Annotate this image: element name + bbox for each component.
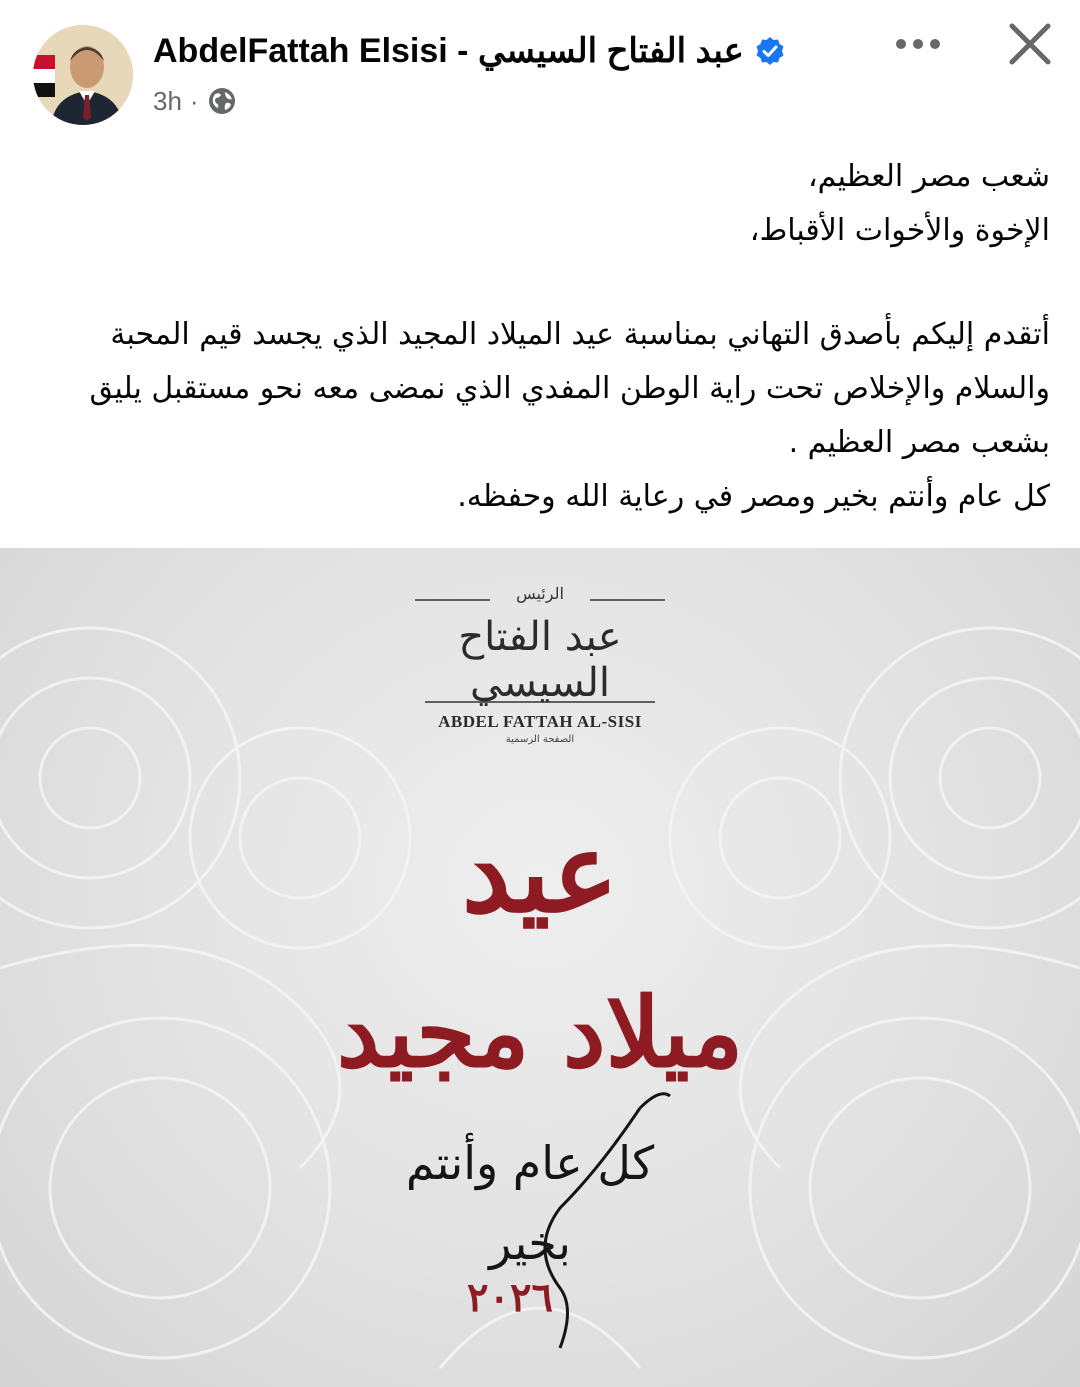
post-body — [30, 150, 1050, 524]
post-line: شعب مصر العظيم، — [807, 159, 1050, 194]
author-avatar[interactable] — [33, 25, 133, 125]
close-icon — [1008, 22, 1052, 66]
close-button[interactable] — [1002, 16, 1058, 72]
author-name-row — [153, 26, 786, 76]
post-line: كل عام وأنتم بخير ومصر في رعاية الله وحفظه. — [457, 479, 1050, 514]
greeting-eid: عيد — [461, 808, 619, 937]
post-image[interactable] — [0, 548, 1080, 1387]
verified-badge-icon — [754, 35, 786, 67]
greeting-year: ٢٠٢٦ — [467, 1274, 553, 1321]
logo-name-arabic: عبد الفتاح السيسي — [458, 614, 622, 706]
author-name[interactable]: AbdelFattah Elsisi - عبد الفتاح السيسي — [153, 32, 744, 70]
meta-separator: · — [189, 85, 199, 116]
post-time[interactable]: 3h — [153, 85, 182, 116]
logo-title: الرئيس — [516, 584, 564, 603]
greeting-milad-majid: ميلاد مجيد — [336, 976, 744, 1089]
post-meta — [153, 84, 237, 118]
more-options-button[interactable] — [888, 24, 948, 64]
official-logo — [400, 584, 680, 745]
logo-subtitle: الصفحة الرسمية — [505, 734, 575, 745]
more-horizontal-icon — [894, 37, 942, 51]
post-header — [0, 0, 1080, 140]
avatar-portrait — [33, 25, 133, 125]
greeting-wishes: كل عام وأنتم بخير — [405, 1136, 655, 1270]
logo-name-english: ABDEL FATTAH AL-SISI — [438, 712, 642, 731]
post-line: الإخوة والأخوات الأقباط، — [749, 213, 1050, 248]
globe-icon — [207, 86, 237, 116]
post-line: أتقدم إليكم بأصدق التهاني بمناسبة عيد الميلاد المجيد الذي يجسد قيم المحبة والسلام والإخلاص تحت راية الوطن المفدي الذي نمضى معه نحو مستقبل يليق بشعب مصر العظيم . — [89, 317, 1050, 460]
